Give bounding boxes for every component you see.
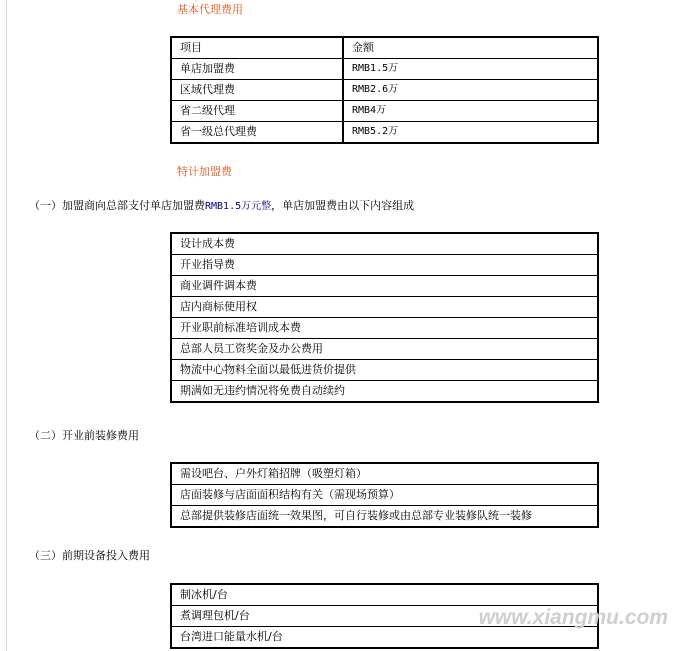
table-header-row [171,37,598,59]
section1-title [29,199,414,214]
fee-item: 省一级总代理费 [171,122,343,144]
list-item-text: 需设吧台、户外灯箱招牌（吸塑灯箱） [171,463,598,485]
list-item-text: 店内商标使用权 [171,297,598,318]
section3-title: （三）前期设备投入费用 [29,549,150,562]
list-item [171,360,598,381]
list-item-text: 期满如无违约情况将免费自动续约 [171,381,598,403]
list-item-text: 商业调件调本费 [171,276,598,297]
section1-title-suffix: ，单店加盟费由以下内容组成 [271,199,415,212]
fee-amount: RMB1.5万 [343,59,598,80]
fee-amount: RMB4万 [343,101,598,122]
header-amount: 金额 [343,37,598,59]
list-item-text: 总部人员工资奖金及办公费用 [171,339,598,360]
section2-table [170,462,599,528]
list-item [171,506,598,528]
list-item-text: 煮调理包机/台 [171,606,598,627]
list-item-text: 物流中心物料全面以最低进货价提供 [171,360,598,381]
list-item-text: 制冰机/台 [171,584,598,606]
list-item [171,276,598,297]
fee-amount: RMB2.6万 [343,80,598,101]
special-fees-heading: 特计加盟费 [177,165,232,178]
list-item-text: 台湾进口能量水机/台 [171,627,598,649]
section1-table [170,232,599,403]
list-item [171,584,598,606]
site-watermark: www.xiangmu.com [478,606,668,629]
list-item-text: 开业职前标准培训成本费 [171,318,598,339]
list-item [171,485,598,506]
fee-amount: RMB5.2万 [343,122,598,144]
list-item [171,463,598,485]
section1-title-prefix: （一）加盟商向总部支付单店加盟费 [29,199,205,212]
header-item: 项目 [171,37,343,59]
list-item-text: 设计成本费 [171,233,598,255]
basic-fees-table [170,36,599,144]
fee-item: 省二级代理 [171,101,343,122]
section2-title: （二）开业前装修费用 [29,429,139,442]
list-item [171,233,598,255]
fee-item: 单店加盟费 [171,59,343,80]
list-item-text: 店面装修与店面面积结构有关（需现场预算） [171,485,598,506]
list-item [171,339,598,360]
list-item [171,318,598,339]
table-row [171,80,598,101]
list-item-text: 开业指导费 [171,255,598,276]
list-item-text: 总部提供装修店面统一效果图，可自行装修或由总部专业装修队统一装修 [171,506,598,528]
table-row [171,122,598,144]
list-item [171,297,598,318]
table-row [171,101,598,122]
list-item [171,255,598,276]
left-border-line [6,0,7,651]
list-item [171,381,598,403]
table-row [171,59,598,80]
basic-fees-heading: 基本代理费用 [177,3,243,16]
fee-item: 区域代理费 [171,80,343,101]
section1-title-amount: RMB1.5万元整 [205,201,272,212]
